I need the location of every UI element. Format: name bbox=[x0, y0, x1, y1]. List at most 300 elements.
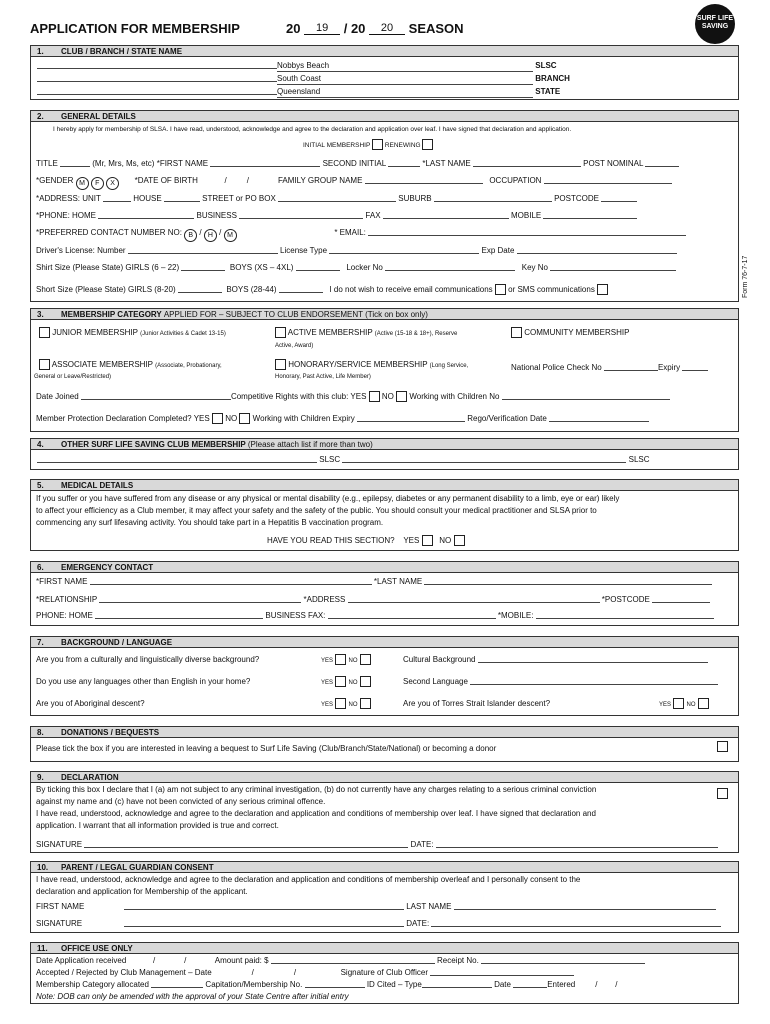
form-text bbox=[36, 245, 677, 256]
form-text: (Long Service, bbox=[429, 363, 469, 369]
language-yes-checkbox[interactable] bbox=[335, 676, 346, 687]
blank-line bbox=[239, 211, 363, 219]
form-text: *GENDER bbox=[36, 176, 74, 185]
form-text bbox=[267, 535, 465, 546]
section-number: 2. bbox=[37, 112, 44, 121]
form-text: YES bbox=[403, 536, 420, 545]
form-text bbox=[39, 327, 226, 340]
form-text: FIRST NAME bbox=[36, 902, 85, 911]
blank-line bbox=[549, 414, 649, 422]
medical-yes-checkbox[interactable] bbox=[422, 535, 433, 546]
form-text bbox=[36, 901, 716, 912]
form-text: (Junior Activities & Cadet 13-15) bbox=[140, 331, 226, 337]
form-text: Capitation/Membership No. bbox=[205, 980, 303, 989]
form-text: FAMILY GROUP NAME bbox=[277, 176, 363, 185]
section-header bbox=[31, 46, 738, 57]
blank-line bbox=[434, 194, 552, 202]
form-text: / 20 bbox=[343, 21, 366, 36]
state-name-value[interactable]: Queensland bbox=[277, 86, 533, 98]
no-email-checkbox[interactable] bbox=[495, 284, 506, 295]
form-text: SIGNATURE bbox=[36, 840, 83, 849]
form-text: or SMS communications bbox=[508, 285, 595, 294]
form-text: Amount paid: $ bbox=[214, 956, 269, 965]
renewing-checkbox[interactable] bbox=[422, 139, 433, 150]
blank-line bbox=[328, 611, 496, 619]
community-membership-checkbox[interactable] bbox=[511, 327, 522, 338]
form-text: Are you of Torres Strait Islander descent? bbox=[403, 699, 551, 708]
form-text: *PREFERRED CONTACT NUMBER NO: bbox=[36, 228, 182, 237]
blank-line bbox=[81, 392, 231, 400]
guardian-first-name[interactable] bbox=[124, 902, 404, 910]
form-text: SECOND INITIAL bbox=[322, 159, 386, 168]
form-text: RENEWING bbox=[384, 142, 421, 149]
preferred-b-option[interactable]: B bbox=[184, 229, 197, 242]
form-text: *PREFERRED CONTACT NUMBER NO: B / H / M * EMAIL: bbox=[36, 227, 686, 242]
form-text: SIGNATURE bbox=[36, 919, 83, 928]
form-text bbox=[403, 654, 708, 665]
form-text: HAVE YOU READ THIS SECTION? bbox=[267, 536, 395, 545]
form-text: Active, Award) bbox=[275, 343, 314, 349]
form-text: (Please attach list if more than two) bbox=[247, 440, 373, 449]
form-text: Exp Date bbox=[481, 246, 515, 255]
form-text: NO bbox=[348, 680, 358, 686]
form-text: SLSC bbox=[535, 61, 557, 70]
form-text: Receipt No. bbox=[437, 956, 479, 965]
form-text: APPLIED FOR – SUBJECT TO CLUB ENDORSEMENT (Tick on box only) bbox=[163, 310, 428, 319]
form-text: YES bbox=[659, 702, 672, 708]
form-text: POST NOMINAL bbox=[583, 159, 644, 168]
form-text: STATE bbox=[535, 87, 561, 96]
blank-line bbox=[422, 980, 492, 988]
blank-line bbox=[385, 263, 515, 271]
form-text: MEMBERSHIP CATEGORY bbox=[61, 310, 162, 319]
form-text bbox=[303, 139, 433, 151]
blank-line bbox=[424, 577, 712, 585]
section-header bbox=[31, 111, 738, 122]
competitive-yes-checkbox[interactable] bbox=[369, 391, 380, 402]
section-number: 6. bbox=[37, 563, 44, 572]
blank-line bbox=[278, 194, 396, 202]
gender-m-option[interactable]: M bbox=[76, 177, 89, 190]
form-text: *PHONE: HOME bbox=[36, 211, 97, 220]
form-text: By ticking this box I declare that I (a) am not subject to any criminal investigation, (b) do not currently have any charges relating to a serious criminal conviction bbox=[36, 785, 597, 794]
form-text: HONORARY/SERVICE MEMBERSHIP bbox=[288, 360, 428, 369]
email-field[interactable] bbox=[368, 228, 686, 236]
mpd-yes-checkbox[interactable] bbox=[212, 413, 223, 424]
form-text: JUNIOR MEMBERSHIP bbox=[52, 328, 138, 337]
section-header bbox=[31, 772, 738, 783]
section-header bbox=[31, 727, 738, 738]
section-header bbox=[31, 480, 738, 491]
blank-line bbox=[543, 211, 637, 219]
blank-line bbox=[517, 246, 677, 254]
section-header bbox=[31, 439, 738, 450]
blank-line bbox=[305, 980, 365, 988]
section-office-use bbox=[30, 942, 739, 1004]
form-text: SLSC bbox=[628, 455, 650, 464]
section-header bbox=[31, 862, 738, 873]
guardian-date[interactable] bbox=[431, 919, 721, 927]
blank-line bbox=[550, 263, 676, 271]
season-line bbox=[286, 21, 464, 36]
form-text: Entered bbox=[547, 980, 576, 989]
form-text: YES bbox=[321, 658, 334, 664]
section-header bbox=[31, 637, 738, 648]
cald-yes-checkbox[interactable] bbox=[335, 654, 346, 665]
blank-line bbox=[430, 968, 574, 976]
section-guardian-consent bbox=[30, 861, 739, 933]
form-text bbox=[36, 262, 676, 273]
form-text: *MOBILE: bbox=[497, 611, 534, 620]
form-text: * EMAIL: bbox=[334, 228, 366, 237]
form-text: Date bbox=[494, 980, 511, 989]
section-number: 10. bbox=[37, 863, 49, 872]
gender-x-option[interactable]: X bbox=[106, 177, 119, 190]
form-text: EMERGENCY CONTACT bbox=[61, 563, 154, 572]
gender-f-option[interactable]: F bbox=[91, 177, 104, 190]
junior-membership-checkbox[interactable] bbox=[39, 327, 50, 338]
section-number: 8. bbox=[37, 728, 44, 737]
form-text: I do not wish to receive email communications bbox=[329, 285, 493, 294]
section-emergency-contact bbox=[30, 561, 739, 626]
mpd-no-checkbox[interactable] bbox=[239, 413, 250, 424]
section-number: 7. bbox=[37, 638, 44, 647]
season-year-end[interactable]: 20 bbox=[369, 23, 405, 35]
form-text: DONATIONS / BEQUESTS bbox=[61, 728, 160, 737]
form-text: against my name and (c) have not been convicted of any serious criminal offence. bbox=[36, 797, 326, 806]
form-text: *ADDRESS: UNIT bbox=[36, 194, 101, 203]
season-year-start[interactable]: 19 bbox=[304, 23, 340, 35]
form-text bbox=[275, 359, 468, 372]
blank-line bbox=[296, 263, 340, 271]
blank-line bbox=[513, 980, 547, 988]
form-text bbox=[511, 362, 708, 373]
blank-line bbox=[271, 956, 435, 964]
blank-line bbox=[90, 577, 372, 585]
form-text: Driver's License: Number bbox=[36, 246, 126, 255]
form-text bbox=[36, 413, 649, 424]
form-text: TITLE bbox=[36, 159, 58, 168]
last-name-field[interactable] bbox=[473, 159, 581, 167]
section-general-details bbox=[30, 110, 739, 302]
form-text: Expiry bbox=[657, 363, 681, 372]
guardian-signature[interactable] bbox=[124, 919, 404, 927]
section-medical bbox=[30, 479, 739, 551]
form-text: NO bbox=[225, 414, 238, 423]
form-text: BOYS (XS – 4XL) bbox=[229, 263, 294, 272]
form-text: DATE: bbox=[410, 840, 434, 849]
form-text: General or Leave/Restricted) bbox=[34, 374, 112, 380]
form-text: Working with Children Expiry bbox=[252, 414, 355, 423]
honorary-membership-checkbox[interactable] bbox=[275, 359, 286, 370]
section-number: 5. bbox=[37, 481, 44, 490]
declaration-date[interactable] bbox=[436, 840, 718, 848]
form-text bbox=[403, 676, 718, 687]
declaration-signature[interactable] bbox=[84, 840, 408, 848]
form-text bbox=[717, 741, 728, 752]
cald-no-checkbox[interactable] bbox=[360, 654, 371, 665]
blank-line bbox=[348, 595, 600, 603]
section-number: 11. bbox=[37, 944, 48, 953]
form-text: (Mr, Mrs, Ms, etc) bbox=[92, 159, 155, 168]
form-text: YES bbox=[321, 680, 334, 686]
first-name-field[interactable] bbox=[210, 159, 320, 167]
form-text bbox=[36, 594, 710, 605]
blank-line bbox=[383, 211, 509, 219]
blank-line bbox=[604, 363, 658, 371]
form-text bbox=[275, 327, 457, 340]
form-text: If you suffer or you have suffered from any disease or any physical or mental disability (e.g., epilepsy, diabetes or any permanent disability to a limb, eye or ear) likely bbox=[36, 494, 620, 503]
form-text: Shirt Size (Please State) GIRLS (6 – 22) bbox=[36, 263, 180, 272]
blank-line bbox=[388, 159, 420, 167]
form-text: I hereby apply for membership of SLSA. I have read, understood, acknowledge and agree to the declaration and application over leaf. I have signed that declaration and application. bbox=[53, 126, 572, 133]
form-text: ID Cited – Type bbox=[366, 980, 422, 989]
form-header bbox=[30, 19, 750, 41]
form-text: Membership Category allocated Capitation/Membership No. ID Cited – Type Date Entered / / bbox=[36, 980, 618, 989]
form-text: POSTCODE bbox=[554, 194, 599, 203]
form-text: SUBURB bbox=[398, 194, 432, 203]
section-membership-category bbox=[30, 308, 739, 432]
form-text bbox=[321, 676, 371, 689]
preferred-h-option[interactable]: H bbox=[204, 229, 217, 242]
form-text: ACTIVE MEMBERSHIP bbox=[287, 328, 373, 337]
form-text: *FIRST NAME bbox=[36, 577, 88, 586]
blank-line bbox=[470, 677, 718, 685]
blank-line bbox=[178, 285, 222, 293]
form-text: BUSINESS bbox=[196, 211, 237, 220]
form-text: I have read, understood, acknowledge and agree to the declaration and application and conditions of membership overleaf and I personally consent to the bbox=[36, 875, 581, 884]
blank-line bbox=[645, 159, 679, 167]
form-text: *POSTCODE bbox=[601, 595, 650, 604]
blank-line bbox=[37, 87, 277, 95]
preferred-m-option[interactable]: M bbox=[224, 229, 237, 242]
form-text: DATE: bbox=[406, 919, 430, 928]
aboriginal-no-checkbox[interactable] bbox=[360, 698, 371, 709]
blank-line bbox=[481, 956, 645, 964]
form-text: / bbox=[246, 176, 250, 185]
blank-line bbox=[329, 246, 479, 254]
form-text: NO bbox=[348, 702, 358, 708]
associate-membership-checkbox[interactable] bbox=[39, 359, 50, 370]
language-no-checkbox[interactable] bbox=[360, 676, 371, 687]
form-text: *LAST NAME bbox=[422, 159, 471, 168]
form-text: Member Protection Declaration Completed? YES bbox=[36, 414, 210, 423]
form-text: Date Joined bbox=[36, 392, 79, 401]
form-text: declaration and application for Membership of the applicant. bbox=[36, 887, 248, 896]
form-text: Competitive Rights with this club: YES bbox=[230, 392, 367, 401]
form-text: Rego/Verification Date bbox=[467, 414, 547, 423]
form-text: STREET or PO BOX bbox=[202, 194, 276, 203]
form-text: OFFICE USE ONLY bbox=[61, 944, 133, 953]
form-text: Locker No bbox=[346, 263, 383, 272]
form-text: BOYS (28-44) bbox=[226, 285, 277, 294]
form-text: OTHER SURF LIFE SAVING CLUB MEMBERSHIP bbox=[61, 440, 246, 449]
form-text bbox=[36, 284, 608, 295]
form-text: Are you from a culturally and linguistically diverse background? bbox=[36, 655, 260, 664]
section-header bbox=[31, 943, 738, 954]
section-number: 4. bbox=[37, 440, 44, 449]
form-text: NO bbox=[439, 536, 452, 545]
blank-line bbox=[342, 455, 626, 463]
blank-line bbox=[652, 595, 710, 603]
form-text: Accepted / Rejected by Club Management – Date bbox=[36, 968, 212, 977]
blank-line bbox=[536, 611, 714, 619]
form-text: NO bbox=[348, 658, 358, 664]
form-text: License Type bbox=[280, 246, 328, 255]
blank-line bbox=[37, 61, 277, 69]
form-text bbox=[511, 327, 629, 338]
form-text bbox=[36, 175, 672, 190]
competitive-no-checkbox[interactable] bbox=[396, 391, 407, 402]
form-text: Please tick the box if you are interested in leaving a bequest to Surf Life Saving (Club/Branch/State/National) or becoming a donor bbox=[36, 744, 497, 753]
declaration-checkbox[interactable] bbox=[717, 788, 728, 799]
form-text: BRANCH bbox=[535, 74, 570, 83]
form-text: BACKGROUND / LANGUAGE bbox=[61, 638, 173, 647]
form-text: FAX bbox=[365, 211, 381, 220]
form-text: LAST NAME bbox=[406, 902, 452, 911]
form-text: SLSC bbox=[319, 455, 341, 464]
form-text bbox=[36, 193, 637, 204]
blank-line bbox=[99, 595, 301, 603]
form-text: *FIRST NAME bbox=[156, 159, 209, 168]
section-declaration bbox=[30, 771, 739, 853]
form-text: HOUSE bbox=[133, 194, 162, 203]
form-text: MEDICAL DETAILS bbox=[61, 481, 134, 490]
form-text: Accepted / Rejected by Club Management – Date / / Signature of Club Officer bbox=[36, 967, 574, 978]
form-text: DECLARATION bbox=[61, 773, 119, 782]
form-text: NO bbox=[381, 392, 394, 401]
form-text: PHONE: HOME bbox=[36, 611, 93, 620]
branch-name-value[interactable]: South Coast bbox=[277, 73, 533, 85]
form-text: Key No bbox=[521, 263, 548, 272]
form-text: 20 bbox=[286, 21, 301, 36]
form-text: BUSINESS FAX: bbox=[265, 611, 326, 620]
form-text: (Active (15-18 & 18+), Reserve bbox=[374, 331, 458, 337]
section-number: 3. bbox=[37, 310, 44, 319]
blank-line bbox=[103, 194, 131, 202]
surf-life-saving-logo: SURF LIFE SAVING bbox=[695, 4, 735, 44]
form-text: to affect your efficiency as a Club member, it may affect your safety and the safety of the public. You should consult your medical practitioner and SLSA prior to bbox=[36, 506, 597, 515]
section-number: 1. bbox=[37, 47, 44, 56]
form-text: MOBILE bbox=[511, 211, 542, 220]
form-text: commencing any surf lifesaving activity. You should take part in a Hepatitis B vaccination program. bbox=[36, 518, 384, 527]
form-text bbox=[37, 60, 557, 72]
form-text: SEASON bbox=[408, 21, 464, 36]
form-text: COMMUNITY MEMBERSHIP bbox=[524, 328, 630, 337]
section-header bbox=[31, 562, 738, 573]
active-membership-checkbox[interactable] bbox=[275, 327, 286, 338]
club-name-value[interactable]: Nobbys Beach bbox=[277, 60, 533, 72]
form-code: Form 76-7-17 bbox=[742, 255, 749, 298]
form-text: PARENT / LEGAL GUARDIAN CONSENT bbox=[61, 863, 214, 872]
blank-line bbox=[95, 611, 263, 619]
form-text bbox=[36, 210, 637, 221]
form-text: Signature of Club Officer bbox=[340, 968, 429, 977]
blank-line bbox=[357, 414, 465, 422]
blank-line bbox=[544, 176, 672, 184]
form-text bbox=[37, 454, 650, 465]
blank-line bbox=[181, 263, 225, 271]
bequest-checkbox[interactable] bbox=[717, 741, 728, 752]
form-text: Short Size (Please State) GIRLS (8-20) bbox=[36, 285, 176, 294]
initial-membership-checkbox[interactable] bbox=[372, 139, 383, 150]
form-text bbox=[36, 918, 721, 929]
torres-yes-checkbox[interactable] bbox=[673, 698, 684, 709]
section-background-language bbox=[30, 636, 739, 716]
guardian-last-name[interactable] bbox=[454, 902, 716, 910]
aboriginal-yes-checkbox[interactable] bbox=[335, 698, 346, 709]
form-text: Are you of Aboriginal descent? bbox=[36, 699, 145, 708]
form-text bbox=[36, 576, 712, 587]
form-text: / bbox=[224, 176, 227, 185]
form-text: OCCUPATION bbox=[489, 176, 542, 185]
blank-line bbox=[151, 980, 203, 988]
form-text bbox=[321, 654, 371, 667]
blank-line bbox=[279, 285, 323, 293]
blank-line bbox=[164, 194, 200, 202]
form-text: Note: DOB can only be amended with the approval of your State Centre after initial entry bbox=[36, 992, 349, 1001]
no-sms-checkbox[interactable] bbox=[597, 284, 608, 295]
form-text: Date Application received bbox=[36, 956, 127, 965]
form-text bbox=[36, 158, 679, 169]
medical-no-checkbox[interactable] bbox=[454, 535, 465, 546]
blank-line bbox=[37, 455, 317, 463]
form-text bbox=[37, 86, 560, 98]
blank-line bbox=[128, 246, 278, 254]
section-donations bbox=[30, 726, 739, 762]
section-number: 9. bbox=[37, 773, 44, 782]
form-text bbox=[36, 391, 670, 402]
form-text: *DATE OF BIRTH bbox=[134, 176, 198, 185]
form-text: Cultural Background bbox=[403, 655, 476, 664]
form-text: Date Application received / / Amount paid: $ Receipt No. bbox=[36, 955, 645, 966]
form-text: Honorary, Past Active, Life Member) bbox=[275, 374, 371, 380]
form-text: *LAST NAME bbox=[373, 577, 423, 586]
form-text: GENERAL DETAILS bbox=[61, 112, 136, 121]
form-text: Second Language bbox=[403, 677, 468, 686]
form-text: *RELATIONSHIP bbox=[36, 595, 98, 604]
blank-line bbox=[98, 211, 194, 219]
form-text: *ADDRESS bbox=[303, 595, 346, 604]
form-text: National Police Check No bbox=[511, 363, 602, 372]
form-text bbox=[321, 698, 371, 711]
form-text bbox=[39, 359, 222, 372]
blank-line bbox=[60, 159, 90, 167]
blank-line bbox=[601, 194, 637, 202]
form-text bbox=[36, 839, 718, 850]
form-text: I have read, understood, acknowledge and agree to the declaration and application and conditions of membership over leaf. I have signed that declaration and bbox=[36, 809, 596, 818]
section-header bbox=[31, 309, 738, 320]
section-club bbox=[30, 45, 739, 100]
form-text bbox=[659, 698, 709, 711]
blank-line bbox=[682, 363, 708, 371]
form-text bbox=[717, 788, 728, 799]
section-other-club bbox=[30, 438, 739, 470]
blank-line bbox=[478, 655, 708, 663]
blank-line bbox=[365, 176, 483, 184]
form-title: APPLICATION FOR MEMBERSHIP bbox=[30, 21, 240, 36]
form-text: CLUB / BRANCH / STATE NAME bbox=[61, 47, 183, 56]
form-text: NO bbox=[686, 702, 696, 708]
form-text: Membership Category allocated bbox=[36, 980, 149, 989]
torres-no-checkbox[interactable] bbox=[698, 698, 709, 709]
form-text bbox=[37, 73, 570, 85]
form-text: (Associate, Probationary, bbox=[155, 363, 222, 369]
form-text bbox=[36, 610, 714, 621]
form-text: Working with Children No bbox=[409, 392, 500, 401]
form-text: YES bbox=[321, 702, 334, 708]
blank-line bbox=[37, 74, 277, 82]
